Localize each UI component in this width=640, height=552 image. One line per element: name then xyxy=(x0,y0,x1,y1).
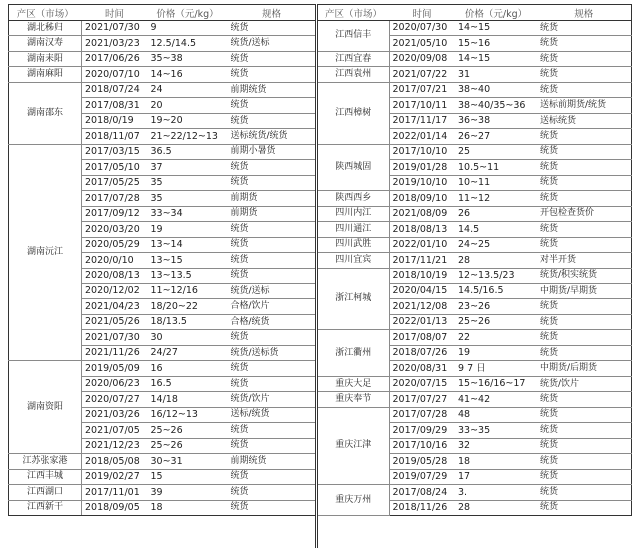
spec-cell: 统货 xyxy=(228,438,316,453)
time-cell: 2017/11/17 xyxy=(389,113,455,128)
table-row xyxy=(318,485,631,500)
origin-cell: 湖南汉寿 xyxy=(9,36,82,51)
time-cell: 2020/06/23 xyxy=(82,376,148,391)
origin-cell: 江西丰城 xyxy=(9,469,82,484)
time-cell: 2017/07/28 xyxy=(389,407,455,422)
origin-cell: 四川通江 xyxy=(318,222,389,237)
spec-cell: 开包检查货价 xyxy=(537,206,631,221)
price-cell: 26~27 xyxy=(455,129,537,144)
spec-cell: 统货/饮片 xyxy=(228,392,316,407)
header-spec: 规格 xyxy=(228,5,316,21)
price-cell: 18/13.5 xyxy=(148,314,228,329)
time-cell: 2019/02/27 xyxy=(82,469,148,484)
price-cell: 15~16 xyxy=(455,36,537,51)
time-cell: 2019/05/09 xyxy=(82,361,148,376)
spec-cell: 统货 xyxy=(537,454,631,469)
price-cell: 14/18 xyxy=(148,392,228,407)
price-cell: 12.5/14.5 xyxy=(148,36,228,51)
price-cell: 36~38 xyxy=(455,113,537,128)
price-cell: 18/20~22 xyxy=(148,299,228,314)
price-cell: 18 xyxy=(455,454,537,469)
time-cell: 2019/05/28 xyxy=(389,454,455,469)
spec-cell: 统货 xyxy=(228,237,316,252)
time-cell: 2018/11/26 xyxy=(389,500,455,515)
origin-cell: 浙江柯城 xyxy=(318,268,389,330)
price-cell: 35 xyxy=(148,175,228,190)
spec-cell: 合格/饮片 xyxy=(228,299,316,314)
origin-cell: 江西新干 xyxy=(9,500,82,515)
spec-cell: 统货 xyxy=(537,345,631,360)
time-cell: 2017/11/21 xyxy=(389,253,455,268)
time-cell: 2021/12/23 xyxy=(82,438,148,453)
time-cell: 2018/0/19 xyxy=(82,113,148,128)
spec-cell: 统货 xyxy=(228,21,316,36)
table-row xyxy=(9,485,316,500)
spec-cell: 统货 xyxy=(537,438,631,453)
time-cell: 2020/08/13 xyxy=(82,268,148,283)
spec-cell: 统货 xyxy=(228,330,316,345)
price-cell: 35~38 xyxy=(148,51,228,66)
time-cell: 2018/05/08 xyxy=(82,454,148,469)
spec-cell: 对半开货 xyxy=(537,253,631,268)
origin-cell: 江西樟树 xyxy=(318,82,389,144)
table-row xyxy=(318,268,631,283)
origin-cell: 湖北秭归 xyxy=(9,21,82,36)
spec-cell: 前期统货 xyxy=(228,454,316,469)
price-cell: 28 xyxy=(455,253,537,268)
spec-cell: 统货 xyxy=(228,175,316,190)
price-cell: 32 xyxy=(455,438,537,453)
spec-cell: 统货 xyxy=(228,51,316,66)
time-cell: 2020/07/27 xyxy=(82,392,148,407)
time-cell: 2022/01/13 xyxy=(389,314,455,329)
price-cell: 19 xyxy=(455,345,537,360)
time-cell: 2017/03/15 xyxy=(82,144,148,159)
price-cell: 3. xyxy=(455,485,537,500)
spec-cell: 统货 xyxy=(228,469,316,484)
time-cell: 2020/07/30 xyxy=(389,21,455,36)
table-header-row xyxy=(9,5,316,21)
spec-cell: 统货 xyxy=(537,299,631,314)
time-cell: 2022/01/10 xyxy=(389,237,455,252)
table-row xyxy=(318,237,631,252)
table-row xyxy=(318,82,631,97)
table-row xyxy=(9,454,316,469)
origin-cell: 陕西城固 xyxy=(318,144,389,190)
spec-cell: 前期小暑货 xyxy=(228,144,316,159)
price-cell: 31 xyxy=(455,67,537,82)
table-row xyxy=(9,500,316,515)
spec-cell: 统货 xyxy=(537,423,631,438)
time-cell: 2021/07/30 xyxy=(82,330,148,345)
spec-cell: 中期货/后期货 xyxy=(537,361,631,376)
spec-cell: 统货 xyxy=(537,330,631,345)
spec-cell: 统货 xyxy=(537,160,631,175)
table-row xyxy=(9,361,316,376)
price-cell: 28 xyxy=(455,500,537,515)
table-row xyxy=(318,407,631,422)
header-spec: 规格 xyxy=(537,5,631,21)
price-table-left xyxy=(8,4,316,516)
spec-cell: 前期货 xyxy=(228,206,316,221)
header-price: 价格（元/kg） xyxy=(148,5,228,21)
origin-cell: 四川宜宾 xyxy=(318,253,389,268)
table-row xyxy=(9,21,316,36)
table-row xyxy=(318,330,631,345)
table-row xyxy=(318,21,631,36)
spec-cell: 统货 xyxy=(537,82,631,97)
spec-cell: 统货 xyxy=(537,392,631,407)
price-cell: 33~35 xyxy=(455,423,537,438)
time-cell: 2018/07/24 xyxy=(82,82,148,97)
spec-cell: 统货/饮片 xyxy=(537,376,631,391)
time-cell: 2020/03/20 xyxy=(82,222,148,237)
spec-cell: 统货 xyxy=(537,51,631,66)
origin-cell: 湖南资阳 xyxy=(9,361,82,454)
price-cell: 9 7 日 xyxy=(455,361,537,376)
price-table-right xyxy=(318,4,632,516)
price-cell: 36.5 xyxy=(148,144,228,159)
origin-cell: 重庆万州 xyxy=(318,485,389,516)
price-cell: 38~40 xyxy=(455,82,537,97)
time-cell: 2018/10/19 xyxy=(389,268,455,283)
origin-cell: 江苏张家港 xyxy=(9,454,82,469)
time-cell: 2020/08/31 xyxy=(389,361,455,376)
time-cell: 2020/0/10 xyxy=(82,253,148,268)
price-cell: 35 xyxy=(148,191,228,206)
price-cell: 20 xyxy=(148,98,228,113)
table-row xyxy=(9,144,316,159)
spec-cell: 统货 xyxy=(228,268,316,283)
time-cell: 2021/04/23 xyxy=(82,299,148,314)
spec-cell: 统货 xyxy=(228,113,316,128)
table-body-left xyxy=(9,21,316,516)
spec-cell: 统货 xyxy=(537,36,631,51)
time-cell: 2018/09/05 xyxy=(82,500,148,515)
time-cell: 2020/07/15 xyxy=(389,376,455,391)
price-cell: 33~34 xyxy=(148,206,228,221)
spec-cell: 统货 xyxy=(537,144,631,159)
spec-cell: 统货 xyxy=(228,67,316,82)
spec-cell: 统货 xyxy=(228,222,316,237)
time-cell: 2021/12/08 xyxy=(389,299,455,314)
origin-cell: 江西宜春 xyxy=(318,51,389,66)
time-cell: 2017/07/21 xyxy=(389,82,455,97)
price-cell: 11~12/16 xyxy=(148,283,228,298)
spec-cell: 统货/积实统货 xyxy=(537,268,631,283)
spec-cell: 统货 xyxy=(537,191,631,206)
price-cell: 14.5/16.5 xyxy=(455,283,537,298)
price-cell: 19 xyxy=(148,222,228,237)
price-cell: 22 xyxy=(455,330,537,345)
price-cell: 25~26 xyxy=(148,438,228,453)
price-cell: 13~13.5 xyxy=(148,268,228,283)
spec-cell: 统货/送标货 xyxy=(228,345,316,360)
table-body-right xyxy=(318,21,631,516)
table-header-row xyxy=(318,5,631,21)
table-row xyxy=(318,144,631,159)
table-row xyxy=(9,51,316,66)
spec-cell: 前期统货 xyxy=(228,82,316,97)
spec-cell: 统货 xyxy=(228,160,316,175)
time-cell: 2021/07/05 xyxy=(82,423,148,438)
time-cell: 2017/10/11 xyxy=(389,98,455,113)
price-cell: 24 xyxy=(148,82,228,97)
header-time: 时间 xyxy=(389,5,455,21)
price-cell: 14~15 xyxy=(455,21,537,36)
time-cell: 2021/07/22 xyxy=(389,67,455,82)
price-cell: 14~15 xyxy=(455,51,537,66)
spec-cell: 统货 xyxy=(228,485,316,500)
time-cell: 2022/01/14 xyxy=(389,129,455,144)
time-cell: 2017/06/26 xyxy=(82,51,148,66)
header-origin: 产区（市场） xyxy=(318,5,389,21)
table-row xyxy=(318,67,631,82)
time-cell: 2021/05/10 xyxy=(389,36,455,51)
time-cell: 2017/11/01 xyxy=(82,485,148,500)
price-cell: 14.5 xyxy=(455,222,537,237)
price-cell: 24/27 xyxy=(148,345,228,360)
price-cell: 38~40/35~36 xyxy=(455,98,537,113)
time-cell: 2017/08/24 xyxy=(389,485,455,500)
table-row xyxy=(9,469,316,484)
table-row xyxy=(9,82,316,97)
time-cell: 2021/03/23 xyxy=(82,36,148,51)
spec-cell: 统货 xyxy=(537,67,631,82)
spec-cell: 统货/送标 xyxy=(228,36,316,51)
spec-cell: 统货 xyxy=(228,253,316,268)
price-cell: 19~20 xyxy=(148,113,228,128)
spec-cell: 统货 xyxy=(228,423,316,438)
price-cell: 48 xyxy=(455,407,537,422)
spec-cell: 统货 xyxy=(228,500,316,515)
time-cell: 2018/11/07 xyxy=(82,129,148,144)
price-cell: 9 xyxy=(148,21,228,36)
time-cell: 2017/09/29 xyxy=(389,423,455,438)
table-row xyxy=(318,206,631,221)
price-cell: 10.5~11 xyxy=(455,160,537,175)
time-cell: 2020/04/15 xyxy=(389,283,455,298)
header-price: 价格（元/kg） xyxy=(455,5,537,21)
price-cell: 25~26 xyxy=(148,423,228,438)
origin-cell: 浙江衢州 xyxy=(318,330,389,376)
origin-cell: 江西信丰 xyxy=(318,21,389,52)
spec-cell: 送标前期货/统货 xyxy=(537,98,631,113)
spec-cell: 统货 xyxy=(537,237,631,252)
table-row xyxy=(9,67,316,82)
price-cell: 24~25 xyxy=(455,237,537,252)
header-time: 时间 xyxy=(82,5,148,21)
time-cell: 2020/07/10 xyxy=(82,67,148,82)
spec-cell: 前期货 xyxy=(228,191,316,206)
time-cell: 2021/07/30 xyxy=(82,21,148,36)
price-cell: 13~14 xyxy=(148,237,228,252)
time-cell: 2017/07/27 xyxy=(389,392,455,407)
table-row xyxy=(318,191,631,206)
time-cell: 2021/03/26 xyxy=(82,407,148,422)
origin-cell: 湖南沅江 xyxy=(9,144,82,361)
price-cell: 13~15 xyxy=(148,253,228,268)
price-cell: 12~13.5/23 xyxy=(455,268,537,283)
price-cell: 15~16/16~17 xyxy=(455,376,537,391)
time-cell: 2020/12/02 xyxy=(82,283,148,298)
price-cell: 16.5 xyxy=(148,376,228,391)
origin-cell: 湖南邵东 xyxy=(9,82,82,144)
spec-cell: 统货 xyxy=(228,361,316,376)
price-cell: 18 xyxy=(148,500,228,515)
origin-cell: 重庆大足 xyxy=(318,376,389,391)
time-cell: 2019/07/29 xyxy=(389,469,455,484)
price-cell: 37 xyxy=(148,160,228,175)
spec-cell: 中期货/早期货 xyxy=(537,283,631,298)
spec-cell: 统货 xyxy=(537,469,631,484)
price-cell: 23~26 xyxy=(455,299,537,314)
time-cell: 2017/05/10 xyxy=(82,160,148,175)
table-row xyxy=(318,376,631,391)
price-cell: 25~26 xyxy=(455,314,537,329)
time-cell: 2018/08/13 xyxy=(389,222,455,237)
spec-cell: 合格/统货 xyxy=(228,314,316,329)
spec-cell: 送标统货 xyxy=(537,113,631,128)
price-cell: 15 xyxy=(148,469,228,484)
price-cell: 11~12 xyxy=(455,191,537,206)
time-cell: 2019/10/10 xyxy=(389,175,455,190)
time-cell: 2017/10/16 xyxy=(389,438,455,453)
price-cell: 14~16 xyxy=(148,67,228,82)
spec-cell: 统货 xyxy=(537,129,631,144)
spec-cell: 统货 xyxy=(228,98,316,113)
origin-cell: 四川武胜 xyxy=(318,237,389,252)
time-cell: 2019/01/28 xyxy=(389,160,455,175)
price-cell: 10~11 xyxy=(455,175,537,190)
origin-cell: 重庆江津 xyxy=(318,407,389,484)
spec-cell: 统货 xyxy=(537,222,631,237)
time-cell: 2017/10/10 xyxy=(389,144,455,159)
origin-cell: 四川内江 xyxy=(318,206,389,221)
time-cell: 2018/07/26 xyxy=(389,345,455,360)
price-cell: 39 xyxy=(148,485,228,500)
time-cell: 2021/11/26 xyxy=(82,345,148,360)
table-row xyxy=(318,222,631,237)
spec-cell: 统货/送标 xyxy=(228,283,316,298)
spec-cell: 送标统货/统货 xyxy=(228,129,316,144)
time-cell: 2017/09/12 xyxy=(82,206,148,221)
table-row xyxy=(318,253,631,268)
time-cell: 2017/08/31 xyxy=(82,98,148,113)
origin-cell: 陕西西乡 xyxy=(318,191,389,206)
time-cell: 2020/09/08 xyxy=(389,51,455,66)
spec-cell: 统货 xyxy=(228,376,316,391)
spec-cell: 送标/统货 xyxy=(228,407,316,422)
origin-cell: 湖南麻阳 xyxy=(9,67,82,82)
spec-cell: 统货 xyxy=(537,314,631,329)
price-cell: 26 xyxy=(455,206,537,221)
price-cell: 21~22/12~13 xyxy=(148,129,228,144)
price-cell: 17 xyxy=(455,469,537,484)
spec-cell: 统货 xyxy=(537,175,631,190)
spec-cell: 统货 xyxy=(537,485,631,500)
table-row xyxy=(318,392,631,407)
time-cell: 2020/05/29 xyxy=(82,237,148,252)
price-cell: 30 xyxy=(148,330,228,345)
time-cell: 2018/09/10 xyxy=(389,191,455,206)
time-cell: 2017/05/25 xyxy=(82,175,148,190)
origin-cell: 重庆奉节 xyxy=(318,392,389,407)
spec-cell: 统货 xyxy=(537,500,631,515)
time-cell: 2021/08/09 xyxy=(389,206,455,221)
time-cell: 2017/07/28 xyxy=(82,191,148,206)
time-cell: 2017/08/07 xyxy=(389,330,455,345)
price-cell: 41~42 xyxy=(455,392,537,407)
price-cell: 16/12~13 xyxy=(148,407,228,422)
price-cell: 25 xyxy=(455,144,537,159)
origin-cell: 江西湖口 xyxy=(9,485,82,500)
origin-cell: 湖南耒阳 xyxy=(9,51,82,66)
header-origin: 产区（市场） xyxy=(9,5,82,21)
spec-cell: 统货 xyxy=(537,407,631,422)
time-cell: 2021/05/26 xyxy=(82,314,148,329)
origin-cell: 江西袁州 xyxy=(318,67,389,82)
price-cell: 16 xyxy=(148,361,228,376)
table-row xyxy=(9,36,316,51)
price-cell: 30~31 xyxy=(148,454,228,469)
table-row xyxy=(318,51,631,66)
spec-cell: 统货 xyxy=(537,21,631,36)
